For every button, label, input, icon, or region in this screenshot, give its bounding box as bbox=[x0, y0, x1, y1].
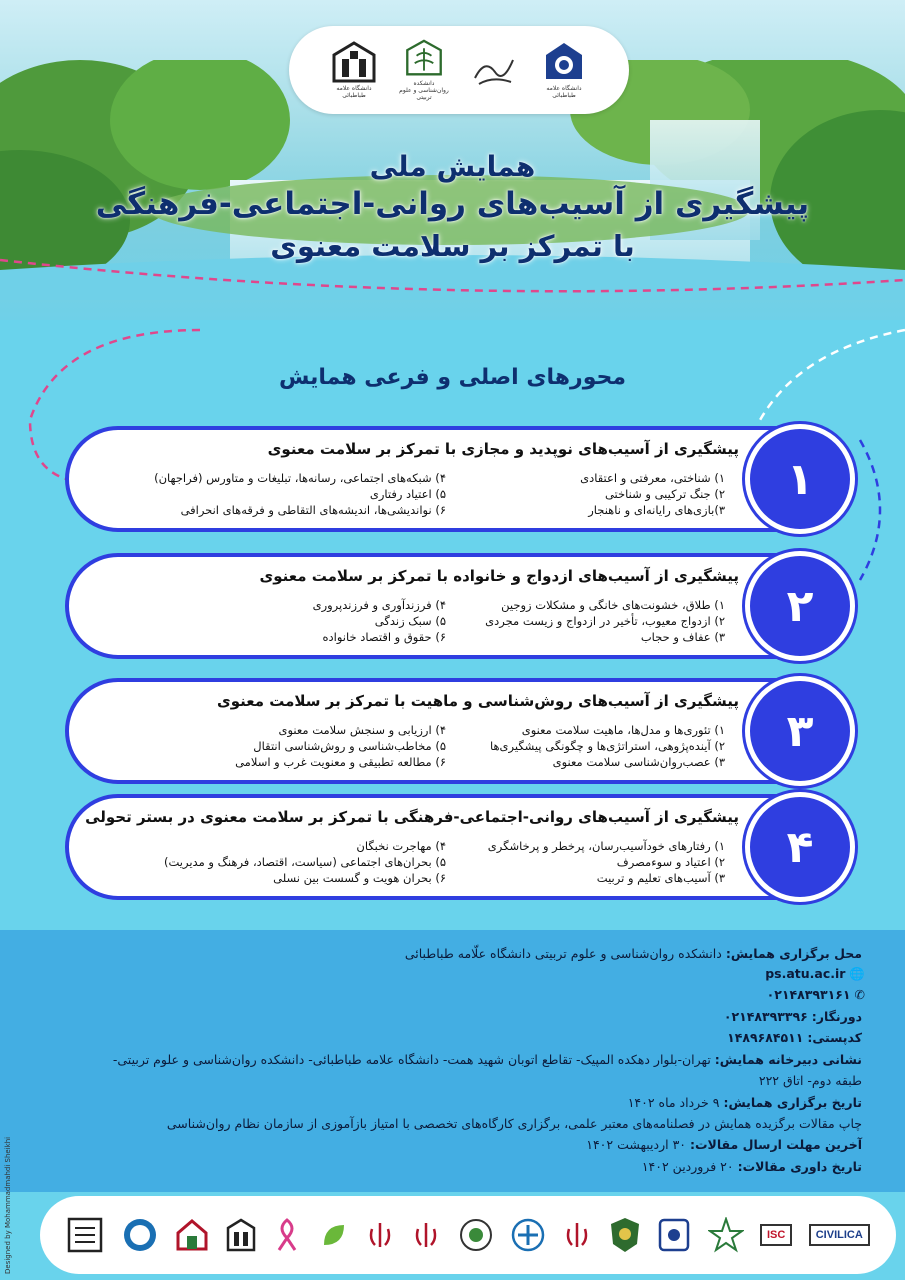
axes-section-title: محورهای اصلی و فرعی همایش bbox=[279, 365, 626, 390]
axis-items-left bbox=[126, 722, 446, 770]
axis-items-left bbox=[126, 597, 446, 645]
list-item: ۱) رفتارهای خودآسیب‌رسان، پرخطر و پرخاشگری bbox=[487, 839, 725, 853]
axis-title: پیشگیری از آسیب‌های روانی-اجتماعی-فرهنگی با تمرکز بر سلامت معنوی در بستر تحولی bbox=[85, 808, 739, 826]
fax-label: دورنگار: bbox=[811, 1009, 862, 1024]
university-seal-icon bbox=[121, 1216, 159, 1254]
fax-line bbox=[724, 1009, 862, 1024]
address-value-2: طبقه دوم- اتاق ۲۲۲ bbox=[758, 1073, 862, 1088]
venue-label: محل برگزاری همایش: bbox=[725, 946, 862, 961]
red-crescent-logo bbox=[510, 1212, 546, 1258]
address-line-2 bbox=[759, 1073, 862, 1088]
address-line bbox=[113, 1052, 862, 1067]
isc-logo bbox=[760, 1212, 792, 1258]
phone-value: ۰۲۱۴۸۳۹۳۱۶۱ bbox=[766, 987, 851, 1002]
deadline-label: آخرین مهلت ارسال مقالات: bbox=[689, 1137, 862, 1152]
faculty-emblem-icon bbox=[404, 39, 444, 78]
postal-value: ۱۴۸۹۶۸۴۵۱۱ bbox=[727, 1030, 804, 1045]
ribbon-icon bbox=[273, 1218, 301, 1252]
list-item: ۴) شبکه‌های اجتماعی، رسانه‌ها، تبلیغات و متاورس (فراجهان) bbox=[154, 471, 446, 485]
list-item: ۲) آینده‌پژوهی، استراتژی‌ها و چگونگی پیشگیری‌ها bbox=[489, 739, 725, 753]
university-logo-a bbox=[226, 1212, 256, 1258]
list-item: ۳)بازی‌های رایانه‌ای و ناهنجار bbox=[588, 503, 725, 517]
axis-number-badge: ۲ bbox=[745, 551, 855, 661]
axis-title: پیشگیری از آسیب‌های ازدواج و خانواده با تمرکز بر سلامت معنوی bbox=[259, 567, 739, 585]
list-item: ۶) بحران هویت و گسست بین نسلی bbox=[273, 871, 446, 885]
list-item: ۶) نواندیشی‌ها، اندیشه‌های التقاطی و فرقه‌های انحرافی bbox=[180, 503, 446, 517]
list-item: ۵) بحران‌های اجتماعی (سیاست، اقتصاد، فرهنگ و مدیریت) bbox=[164, 855, 446, 869]
isc-label: ISC bbox=[760, 1224, 792, 1246]
university-logo-b bbox=[175, 1212, 209, 1258]
date-value: ۹ خرداد ماه ۱۴۰۲ bbox=[627, 1095, 720, 1110]
address-label: نشانی دبیرخانه همایش: bbox=[714, 1052, 862, 1067]
list-item: ۱) تئوری‌ها و مدل‌ها، ماهیت سلامت معنوی bbox=[521, 723, 725, 737]
organization-logo-4 bbox=[657, 1212, 691, 1258]
organizer-logos-bar bbox=[289, 26, 629, 114]
axis-card-1 bbox=[65, 426, 855, 532]
list-item: ۴) فرزندآوری و فرزندپروری bbox=[312, 598, 446, 612]
fax-value: ۰۲۱۴۸۳۹۳۳۹۶ bbox=[723, 1009, 808, 1024]
calligraphy-logo bbox=[468, 39, 520, 101]
review-value: ۲۰ فروردین ۱۴۰۲ bbox=[641, 1159, 734, 1174]
organization-circle-icon bbox=[510, 1217, 546, 1253]
star-emblem-icon bbox=[708, 1217, 744, 1253]
list-item: ۳) عفاف و حجاب bbox=[640, 630, 725, 644]
list-item: ۴) ارزیابی و سنجش سلامت معنوی bbox=[278, 723, 446, 737]
ministry-logo-1 bbox=[562, 1212, 592, 1258]
calligraphy-square-icon bbox=[66, 1216, 104, 1254]
civilica-logo bbox=[809, 1212, 870, 1258]
axis-items-left bbox=[126, 470, 446, 518]
shield-emblem-icon bbox=[657, 1217, 691, 1253]
iran-emblem-icon bbox=[365, 1219, 395, 1251]
axis-title: پیشگیری از آسیب‌های نوپدید و مجازی با تمرکز بر سلامت معنوی bbox=[267, 440, 739, 458]
date-label: تاریخ برگزاری همایش: bbox=[723, 1095, 862, 1110]
postal-label: کدپستی: bbox=[807, 1030, 862, 1045]
jihad-logo bbox=[458, 1212, 494, 1258]
axis-items-right bbox=[463, 470, 725, 518]
civilica-label: CIVILICA bbox=[809, 1224, 870, 1246]
list-item: ۲) ازدواج معیوب، تأخیر در ازدواج و زیست مجردی bbox=[485, 614, 725, 628]
date-line bbox=[628, 1095, 862, 1110]
axis-card-2 bbox=[65, 553, 855, 659]
ministry-logo-2 bbox=[411, 1212, 441, 1258]
allameh-tabatabai-university-logo: دانشگاه علامه طباطبائی bbox=[328, 39, 380, 101]
organization-logo-green bbox=[318, 1212, 348, 1258]
designer-credit: Designed by Mohammadmahdi Sheikhi bbox=[4, 1136, 12, 1274]
axis-items-right bbox=[463, 597, 725, 645]
phone-line bbox=[767, 987, 865, 1002]
conference-title-line1: همایش ملی bbox=[369, 150, 536, 183]
list-item: ۴) مهاجرت نخبگان bbox=[356, 839, 446, 853]
axis-title: پیشگیری از آسیب‌های روش‌شناسی و ماهیت با تمرکز بر سلامت معنوی bbox=[217, 692, 739, 710]
list-item: ۳) آسیب‌های تعلیم و تربیت bbox=[596, 871, 725, 885]
website-line[interactable] bbox=[765, 966, 865, 982]
list-item: ۶) حقوق و اقتصاد خانواده bbox=[322, 630, 446, 644]
list-item: ۲) جنگ ترکیبی و شناختی bbox=[604, 487, 725, 501]
axis-items-left bbox=[126, 838, 446, 886]
list-item: ۱) شناختی، معرفتی و اعتقادی bbox=[580, 471, 725, 485]
address-value: تهران-بلوار دهکده المپیک- تقاطع اتوبان شهید همت- دانشگاه علامه طباطبائی- دانشکده روان‌شناسی و علوم تربیتی- bbox=[112, 1052, 711, 1067]
tehran-municipality-logo bbox=[708, 1212, 744, 1258]
axis-number-badge: ۴ bbox=[745, 792, 855, 902]
review-line bbox=[642, 1159, 862, 1174]
list-item: ۳) عصب‌روان‌شناسی سلامت معنوی bbox=[552, 755, 725, 769]
globe-icon: 🌐 bbox=[849, 966, 865, 981]
review-label: تاریخ داوری مقالات: bbox=[737, 1159, 862, 1174]
deadline-line bbox=[586, 1137, 862, 1152]
venue-line bbox=[405, 946, 862, 961]
partner-university-logo: دانشگاه علامه طباطبائی bbox=[538, 39, 590, 101]
jihad-circle-icon bbox=[458, 1217, 494, 1253]
postal-line bbox=[727, 1030, 862, 1045]
police-logo bbox=[609, 1212, 641, 1258]
axis-number-badge: ۱ bbox=[745, 424, 855, 534]
list-item: ۱) طلاق، خشونت‌های خانگی و مشکلات زوجین bbox=[501, 598, 725, 612]
calligraphy-icon bbox=[471, 50, 517, 90]
leaf-icon bbox=[318, 1219, 348, 1251]
publish-note: چاپ مقالات برگزیده همایش در فصلنامه‌های معتبر علمی، برگزاری کارگاه‌های تخصصی با امتیاز بازآموزی از سازمان نظام روان‌شناسی bbox=[166, 1116, 862, 1131]
phone-icon: ✆ bbox=[854, 987, 865, 1002]
axis-card-4 bbox=[65, 794, 855, 900]
list-item: ۵) سبک زندگی bbox=[374, 614, 446, 628]
list-item: ۲) اعتیاد و سوءمصرف bbox=[616, 855, 725, 869]
police-badge-icon bbox=[609, 1216, 641, 1254]
venue-value: دانشکده روان‌شناسی و علوم تربیتی دانشگاه علّامه طباطبائی bbox=[404, 946, 722, 961]
ministry-logo-3 bbox=[365, 1212, 395, 1258]
university-emblem-icon bbox=[226, 1218, 256, 1252]
partner-emblem-icon bbox=[544, 41, 584, 83]
axis-card-3 bbox=[65, 678, 855, 784]
organization-logo-pink bbox=[272, 1212, 302, 1258]
iran-emblem-icon bbox=[411, 1219, 441, 1251]
axis-items-right bbox=[463, 722, 725, 770]
axis-items-right bbox=[463, 838, 725, 886]
conference-title-line2: پیشگیری از آسیب‌های روانی-اجتماعی-فرهنگی bbox=[95, 186, 810, 222]
iran-emblem-icon bbox=[562, 1219, 592, 1251]
conference-info-section bbox=[0, 930, 905, 1192]
list-item: ۵) اعتیاد رفتاری bbox=[369, 487, 446, 501]
university-emblem-icon bbox=[332, 41, 376, 83]
conference-title-line3: با تمرکز بر سلامت معنوی bbox=[270, 229, 635, 263]
list-item: ۶) مطالعه تطبیقی و معنویت غرب و اسلامی bbox=[235, 755, 446, 769]
website-link[interactable]: ps.atu.ac.ir bbox=[765, 966, 846, 981]
house-emblem-icon bbox=[175, 1218, 209, 1252]
sponsor-logos-bar bbox=[40, 1196, 896, 1274]
list-item: ۵) مخاطب‌شناسی و روش‌شناسی انتقال bbox=[253, 739, 446, 753]
axis-number-badge: ۳ bbox=[745, 676, 855, 786]
deadline-value: ۳۰ اردیبهشت ۱۴۰۲ bbox=[586, 1137, 686, 1152]
calligraphy-square-logo bbox=[66, 1212, 104, 1258]
tehran-university-logo bbox=[121, 1212, 159, 1258]
psychology-faculty-logo: دانشکده روان‌شناسی و علوم تربیتی bbox=[398, 39, 450, 101]
